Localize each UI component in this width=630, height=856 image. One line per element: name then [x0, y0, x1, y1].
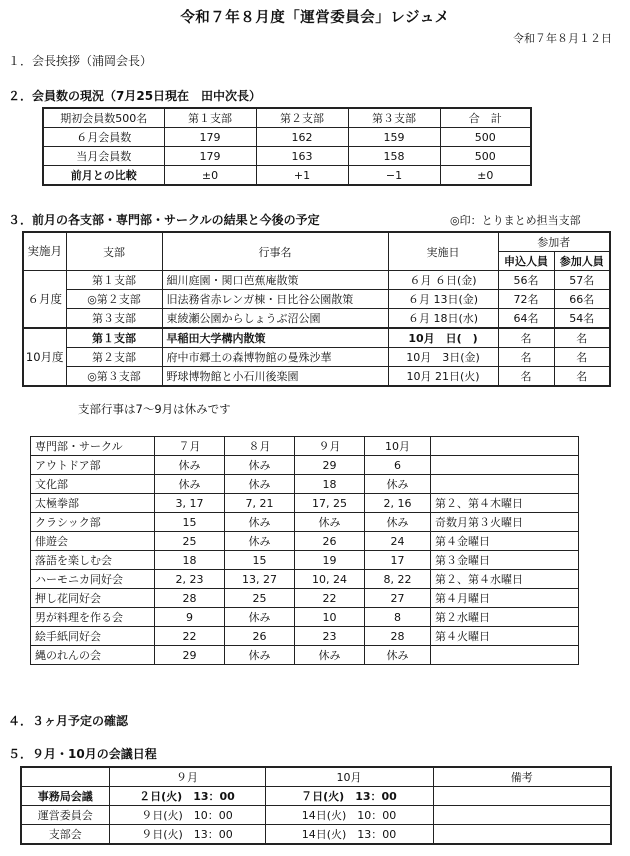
table-cell: ７日(火) 13：00	[265, 787, 433, 806]
table-row	[31, 627, 579, 646]
circle-name: ハーモニカ同好会	[31, 570, 155, 589]
meeting-name: 事務局会議	[21, 787, 109, 806]
table-cell: 179	[164, 147, 256, 166]
table-cell: 24	[365, 532, 431, 551]
month-cell: ６月度	[23, 271, 66, 329]
date-cell: ６月 13日(金)	[388, 290, 498, 309]
schedule-note: 第４月曜日	[431, 589, 579, 608]
table-row	[23, 348, 610, 367]
circles-header-cell: 専門部・サークル	[31, 437, 155, 456]
table-cell: 19	[295, 551, 365, 570]
table-cell: 17, 25	[295, 494, 365, 513]
circles-header-cell: 10月	[365, 437, 431, 456]
header-event: 行事名	[162, 232, 388, 271]
table-cell: 10	[295, 608, 365, 627]
table-cell: 29	[295, 456, 365, 475]
applied-cell: 64名	[498, 309, 554, 329]
table-cell: 休み	[365, 513, 431, 532]
date-cell: 10月 3日(金)	[388, 348, 498, 367]
attended-cell: 名	[554, 348, 610, 367]
table-cell: 22	[295, 589, 365, 608]
table-cell: 2, 16	[365, 494, 431, 513]
table-cell: ６月会員数	[43, 128, 164, 147]
table-cell: 休み	[365, 475, 431, 494]
table-cell: 6	[365, 456, 431, 475]
table-row	[43, 147, 531, 166]
table-cell: 休み	[225, 456, 295, 475]
applied-cell: 72名	[498, 290, 554, 309]
table-cell: 159	[348, 128, 440, 147]
date-cell: ６月 ６日(金)	[388, 271, 498, 290]
events-header-row	[23, 232, 610, 252]
members-header-row	[43, 108, 531, 128]
header-applied: 申込人員	[498, 252, 554, 271]
table-cell: 14日(火) 10：00	[265, 806, 433, 825]
circle-name: 男が料理を作る会	[31, 608, 155, 627]
circle-name: 落語を楽しむ会	[31, 551, 155, 570]
attended-cell: 名	[554, 367, 610, 387]
event-cell: 東綾瀬公園からしょうぶ沼公園	[162, 309, 388, 329]
event-cell: 早稲田大学構内散策	[162, 328, 388, 348]
table-cell: 28	[155, 589, 225, 608]
applied-cell: 名	[498, 348, 554, 367]
table-cell: −1	[348, 166, 440, 186]
table-cell: 当月会員数	[43, 147, 164, 166]
table-cell: 8, 22	[365, 570, 431, 589]
event-cell: 細川庭園・関口芭蕉庵散策	[162, 271, 388, 290]
table-cell: ２日(火) 13：00	[109, 787, 265, 806]
month-cell: 10月度	[23, 328, 66, 386]
page-title: 令和７年８月度「運営委員会」レジュメ	[180, 10, 450, 26]
schedule-note: 奇数月第３火曜日	[431, 513, 579, 532]
table-cell: 18	[295, 475, 365, 494]
circle-name: アウトドア部	[31, 456, 155, 475]
date-cell: ６月 18日(水)	[388, 309, 498, 329]
table-row	[31, 532, 579, 551]
members-header-cell: 第１支部	[164, 108, 256, 128]
section-3-heading: ３．前月の各支部・専門部・サークルの結果と今後の予定	[8, 213, 320, 227]
table-row	[31, 646, 579, 665]
table-cell: 27	[365, 589, 431, 608]
schedule-note: 第４火曜日	[431, 627, 579, 646]
schedule-note: 第２、第４木曜日	[431, 494, 579, 513]
table-row	[23, 328, 610, 348]
table-cell: 休み	[225, 532, 295, 551]
circle-name: 縄のれんの会	[31, 646, 155, 665]
schedule-note: 第２、第４水曜日	[431, 570, 579, 589]
table-cell: 28	[365, 627, 431, 646]
table-cell: 休み	[225, 475, 295, 494]
meetings-header-cell	[21, 767, 109, 787]
circles-header-cell: ９月	[295, 437, 365, 456]
table-cell: 2, 23	[155, 570, 225, 589]
table-cell: 26	[225, 627, 295, 646]
attended-cell: 57名	[554, 271, 610, 290]
table-cell: 22	[155, 627, 225, 646]
attended-cell: 名	[554, 328, 610, 348]
section-2-heading: ２．会員数の現況（7月25日現在 田中次長）	[8, 89, 262, 103]
event-cell: 野球博物館と小石川後楽園	[162, 367, 388, 387]
table-cell: 25	[225, 589, 295, 608]
table-row	[23, 271, 610, 290]
table-cell: 休み	[225, 646, 295, 665]
table-row	[43, 128, 531, 147]
table-cell: 8	[365, 608, 431, 627]
schedule-note: 第２水曜日	[431, 608, 579, 627]
table-row	[31, 551, 579, 570]
table-cell: ±0	[440, 166, 531, 186]
branch-cell: ◎第２支部	[66, 290, 162, 309]
schedule-note: 第３金曜日	[431, 551, 579, 570]
document-date: 令和７年８月１２日	[513, 32, 612, 45]
applied-cell: 名	[498, 328, 554, 348]
members-header-cell: 合 計	[440, 108, 531, 128]
table-cell: 14日(火) 13：00	[265, 825, 433, 845]
header-attended: 参加人員	[554, 252, 610, 271]
header-month: 実施月	[23, 232, 66, 271]
legend-note: ◎印：とりまとめ担当支部	[450, 214, 581, 227]
table-cell: 23	[295, 627, 365, 646]
table-cell: 休み	[365, 646, 431, 665]
table-cell: 163	[256, 147, 348, 166]
table-cell: 前月との比較	[43, 166, 164, 186]
circle-name: 押し花同好会	[31, 589, 155, 608]
table-row	[23, 367, 610, 387]
circle-name: 文化部	[31, 475, 155, 494]
meetings-header-cell: 10月	[265, 767, 433, 787]
table-cell	[433, 825, 611, 845]
table-row	[31, 513, 579, 532]
table-cell: 13, 27	[225, 570, 295, 589]
events-table	[22, 231, 611, 387]
attended-cell: 54名	[554, 309, 610, 329]
table-cell: 休み	[155, 475, 225, 494]
branch-note: 支部行事は7〜9月は休みです	[78, 402, 231, 416]
header-branch: 支部	[66, 232, 162, 271]
table-cell: +1	[256, 166, 348, 186]
table-row	[21, 787, 611, 806]
table-cell: 7, 21	[225, 494, 295, 513]
table-cell: 179	[164, 128, 256, 147]
meetings-header-cell: ９月	[109, 767, 265, 787]
schedule-note	[431, 475, 579, 494]
schedule-note: 第４金曜日	[431, 532, 579, 551]
table-row	[43, 166, 531, 186]
circles-header-cell	[431, 437, 579, 456]
table-cell: 500	[440, 147, 531, 166]
table-cell: 休み	[225, 513, 295, 532]
table-cell: 18	[155, 551, 225, 570]
date-cell: 10月 21日(火)	[388, 367, 498, 387]
table-cell: 26	[295, 532, 365, 551]
members-header-cell: 第３支部	[348, 108, 440, 128]
table-row	[31, 494, 579, 513]
meetings-header-cell: 備考	[433, 767, 611, 787]
branch-cell: 第３支部	[66, 309, 162, 329]
schedule-note	[431, 646, 579, 665]
circle-name: クラシック部	[31, 513, 155, 532]
section-4-heading: ４．３ヶ月予定の確認	[8, 714, 129, 728]
circle-name: 太極拳部	[31, 494, 155, 513]
table-cell: 休み	[295, 513, 365, 532]
branch-cell: 第１支部	[66, 328, 162, 348]
table-cell: 3, 17	[155, 494, 225, 513]
applied-cell: 名	[498, 367, 554, 387]
table-row	[31, 570, 579, 589]
table-cell: 15	[155, 513, 225, 532]
table-row	[23, 290, 610, 309]
table-cell: 休み	[155, 456, 225, 475]
meeting-name: 支部会	[21, 825, 109, 845]
table-row	[31, 608, 579, 627]
table-cell	[433, 787, 611, 806]
circle-name: 俳遊会	[31, 532, 155, 551]
table-cell: 15	[225, 551, 295, 570]
circles-header-cell: ７月	[155, 437, 225, 456]
applied-cell: 56名	[498, 271, 554, 290]
table-cell: 29	[155, 646, 225, 665]
circles-header-row	[31, 437, 579, 456]
table-cell: 休み	[295, 646, 365, 665]
members-header-cell: 第２支部	[256, 108, 348, 128]
branch-cell: 第２支部	[66, 348, 162, 367]
meeting-name: 運営委員会	[21, 806, 109, 825]
event-cell: 府中市郷土の森博物館の曼殊沙華	[162, 348, 388, 367]
table-cell: 9	[155, 608, 225, 627]
table-cell: ９日(火) 13：00	[109, 825, 265, 845]
header-participants: 参加者	[498, 232, 610, 252]
event-cell: 旧法務省赤レンガ棟・日比谷公園散策	[162, 290, 388, 309]
table-cell: ±0	[164, 166, 256, 186]
table-row	[31, 475, 579, 494]
table-cell: 25	[155, 532, 225, 551]
schedule-note	[431, 456, 579, 475]
branch-cell: ◎第３支部	[66, 367, 162, 387]
table-cell: 162	[256, 128, 348, 147]
circles-table	[30, 436, 579, 665]
circles-header-cell: ８月	[225, 437, 295, 456]
table-row	[31, 456, 579, 475]
circle-name: 絵手紙同好会	[31, 627, 155, 646]
section-1-heading: １．会長挨拶（浦岡会長）	[8, 54, 153, 68]
table-cell: 10, 24	[295, 570, 365, 589]
meetings-table	[20, 766, 612, 845]
table-row	[21, 806, 611, 825]
table-cell: ９日(火) 10：00	[109, 806, 265, 825]
members-table	[42, 107, 532, 186]
date-cell: 10月 日( )	[388, 328, 498, 348]
table-cell: 500	[440, 128, 531, 147]
table-row	[23, 309, 610, 329]
table-row	[21, 825, 611, 845]
attended-cell: 66名	[554, 290, 610, 309]
section-5-heading: ５．９月・10月の会議日程	[8, 747, 157, 761]
table-row	[31, 589, 579, 608]
branch-cell: 第１支部	[66, 271, 162, 290]
header-date: 実施日	[388, 232, 498, 271]
table-cell: 17	[365, 551, 431, 570]
table-cell	[433, 806, 611, 825]
members-header-cell: 期初会員数500名	[43, 108, 164, 128]
meetings-header-row	[21, 767, 611, 787]
table-cell: 158	[348, 147, 440, 166]
table-cell: 休み	[225, 608, 295, 627]
